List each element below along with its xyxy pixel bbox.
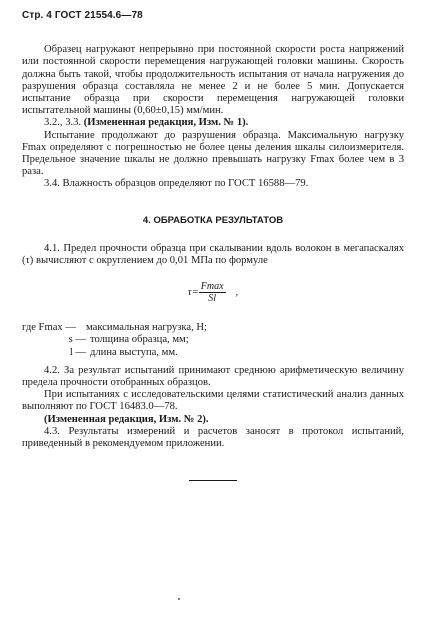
- definition-row: [22, 334, 404, 346]
- end-separator: [189, 480, 237, 481]
- paragraph-protocol: 4.3. Результаты измерений и расчетов заносят в протокол испытаний, приведенный в рекомендуемом приложении.: [22, 425, 404, 450]
- paragraph-loading-procedure: Образец нагружают непрерывно при постоянной скорости роста напряжений или постоянной скорости перемещения нагружающей головки машины. Скорость должна быть такой, чтобы продолжительность испытания от начала нагружения до разрушения образца составляла не менее 2 и не более 5 мин. Допускается испытание образца при скорости перемещения нагружающей головки испытательной машины (0,60±0,15) мм/мин.: [22, 44, 404, 117]
- formula-numerator: Fmax: [200, 281, 224, 293]
- paragraph-edit-note-1: [22, 117, 404, 129]
- definition-symbol: l —: [69, 346, 86, 358]
- definition-text: максимальная нагрузка, Н;: [86, 322, 207, 334]
- formula-lhs: τ=: [187, 286, 199, 298]
- definition-text: толщина образца, мм;: [90, 334, 189, 346]
- definition-symbol: где Fmax —: [22, 322, 76, 334]
- section-title: 4. ОБРАБОТКА РЕЗУЛЬТАТОВ: [142, 214, 284, 226]
- definition-symbol: s —: [68, 334, 86, 346]
- paragraph-max-load: Испытание продолжают до разрушения образца. Максимальную нагрузку Fmax определяют с погрешностью не более цены деления шкалы силоизмерителя. Предельное значение шкалы не должно превышать нагрузку Fmax более чем в 3 раза.: [22, 129, 404, 178]
- paragraph-statistical-analysis: При испытаниях с исследовательскими целями статистический анализ данных выполняют по ГОСТ 16483.0—78.: [22, 389, 404, 413]
- paragraph-average-result: 4.2. За результат испытаний принимают среднюю арифметическую величину предела прочности отобранных образцов.: [22, 364, 404, 389]
- formula: [22, 281, 404, 304]
- edit-note-2: (Измененная редакция, Изм. № 2).: [44, 413, 209, 425]
- edit-note: (Измененная редакция, Изм. № 1).: [83, 117, 249, 129]
- paragraph-strength-formula-intro: 4.1. Предел прочности образца при скалывании вдоль волокон в мегапаскалях (τ) вычисляют с округлением до 0,01 МПа по формуле: [22, 242, 404, 267]
- formula-fraction: [199, 281, 226, 304]
- page-header: Стр. 4 ГОСТ 21554.6—78: [22, 10, 143, 21]
- definition-text: длина выступа, мм.: [90, 346, 178, 358]
- variable-definitions: [22, 322, 404, 359]
- scan-speck: [178, 598, 180, 600]
- definition-row: [22, 322, 404, 334]
- clause-number: 3.2., 3.3.: [44, 117, 82, 129]
- definition-row: [22, 347, 404, 359]
- paragraph-humidity: 3.4. Влажность образцов определяют по ГОСТ 16588—79.: [44, 178, 309, 190]
- document-page: [22, 10, 404, 481]
- formula-tail: ,: [235, 286, 239, 298]
- formula-denominator: Sl: [208, 293, 217, 305]
